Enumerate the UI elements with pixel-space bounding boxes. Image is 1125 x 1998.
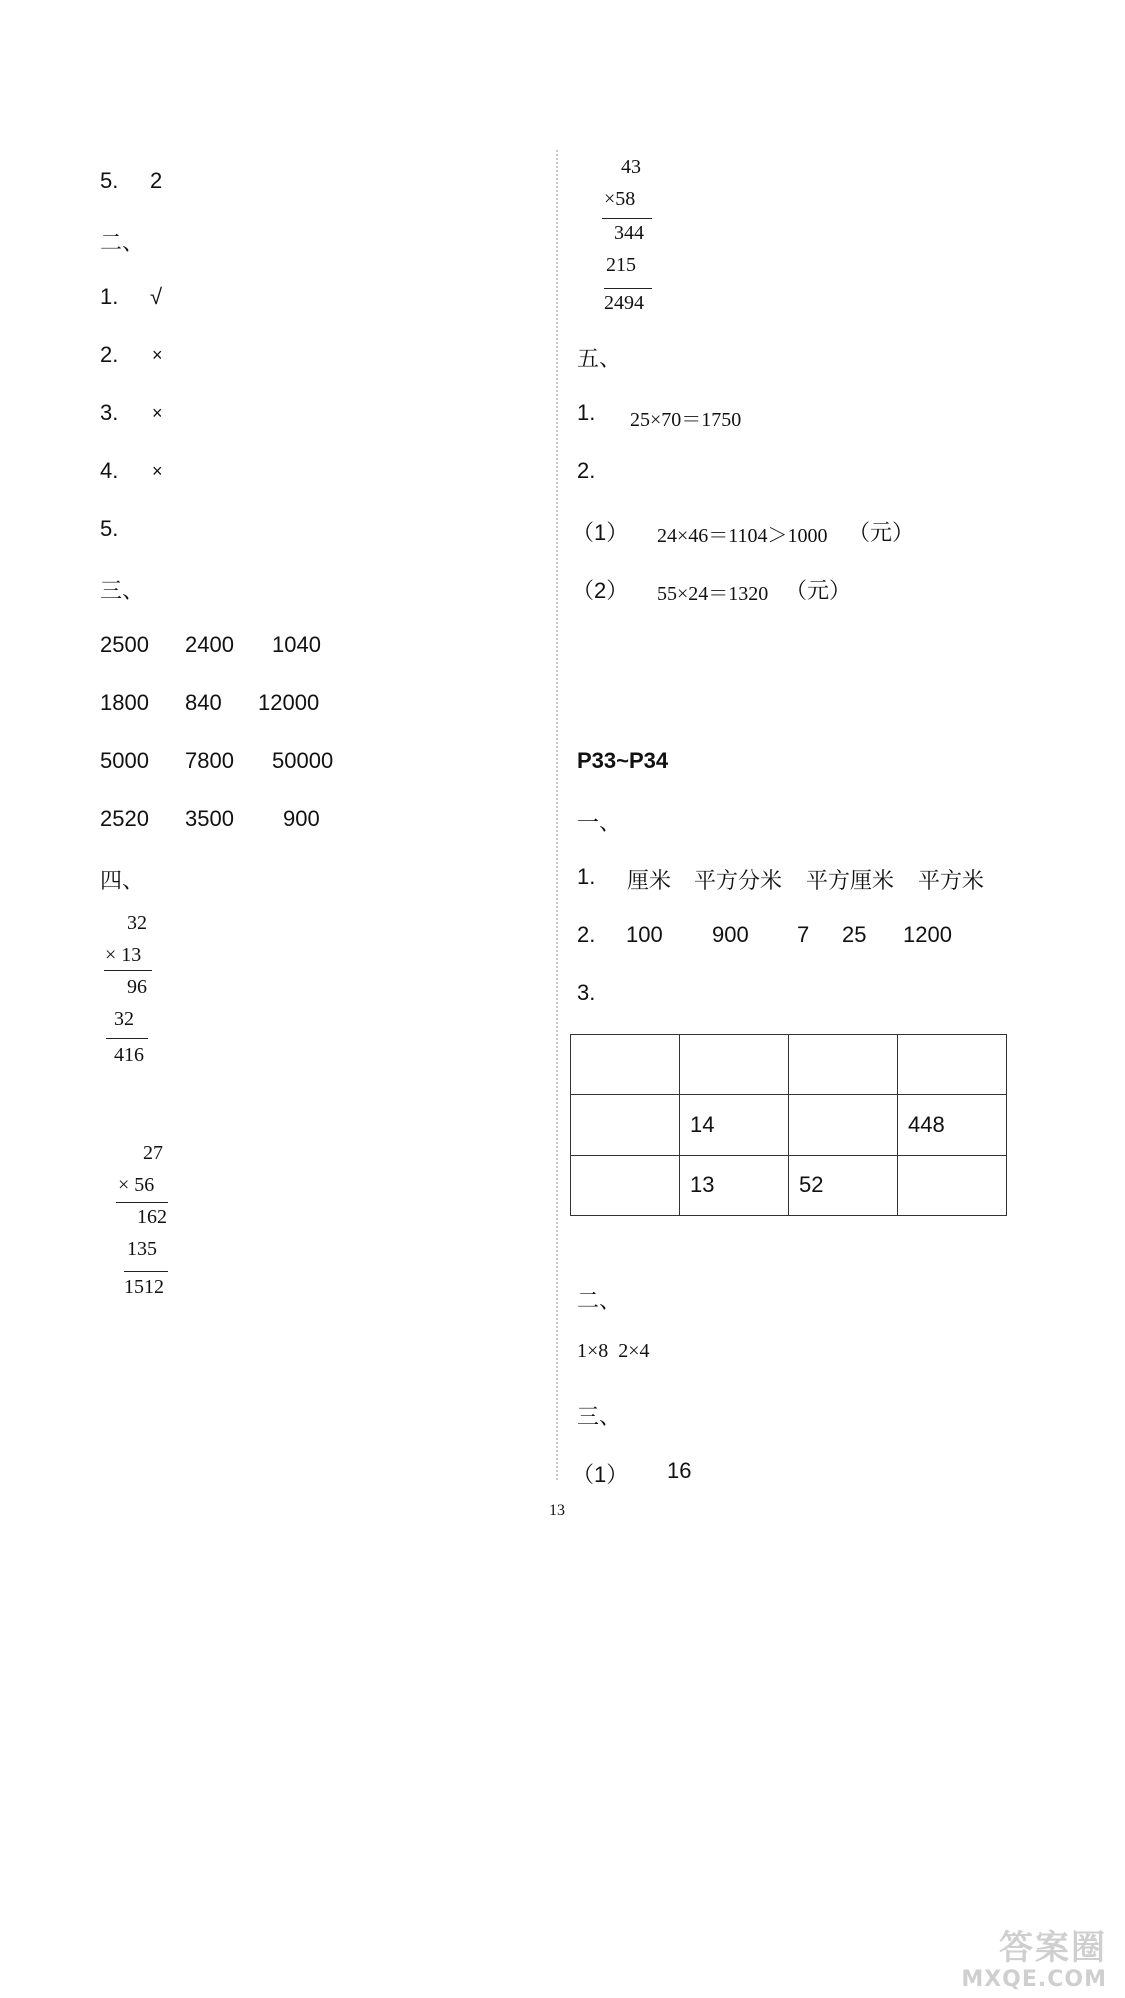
calc3-line-2 bbox=[604, 288, 652, 289]
calc3-result: 2494 bbox=[604, 292, 644, 314]
column-divider bbox=[556, 150, 558, 1480]
calc2-line-1 bbox=[116, 1202, 168, 1203]
q5-2-1-unit: （元） bbox=[848, 520, 915, 545]
calc1-partial-2: 32 bbox=[114, 1008, 134, 1030]
calc3-partial-1: 344 bbox=[614, 222, 644, 244]
sec3-r3-c1: 5000 bbox=[100, 748, 149, 773]
sec3-r2-c1: 1800 bbox=[100, 690, 149, 715]
table-cell bbox=[789, 1095, 898, 1155]
q1-1-answer-3: 平方厘米 bbox=[806, 868, 895, 893]
page-number: 13 bbox=[549, 1502, 565, 1519]
right-section-2-heading: 二、 bbox=[577, 1288, 622, 1313]
sec3-r4-c2: 3500 bbox=[185, 806, 234, 831]
q3-1-answer: 16 bbox=[667, 1458, 692, 1483]
q1-1-number: 1. bbox=[577, 864, 596, 889]
calc3-line-1 bbox=[602, 218, 652, 219]
answer-table bbox=[570, 1034, 1007, 1216]
right-sec2-expression: 1×8 2×4 bbox=[577, 1340, 650, 1362]
sec3-r1-c3: 1040 bbox=[272, 632, 321, 657]
calc1-multiplicand: 32 bbox=[127, 912, 147, 934]
table-cell: 14 bbox=[680, 1095, 789, 1155]
calc3-multiplier: ×58 bbox=[604, 188, 636, 210]
table-row bbox=[571, 1155, 1007, 1215]
q1-2-answer-5: 1200 bbox=[903, 922, 952, 947]
calc1-partial-1: 96 bbox=[127, 976, 147, 998]
sec3-r2-c2: 840 bbox=[185, 690, 222, 715]
q1-3-number: 3. bbox=[577, 980, 596, 1005]
table-cell bbox=[789, 1035, 898, 1095]
sec2-item-3-mark: × bbox=[152, 403, 163, 423]
sec2-item-5-number: 5. bbox=[100, 516, 119, 541]
q5-2-2-number: （2） bbox=[572, 578, 629, 603]
watermark-top-text: 答案圈 bbox=[999, 1928, 1107, 1968]
q3-1-number: （1） bbox=[572, 1462, 629, 1487]
section-5-heading: 五、 bbox=[577, 346, 622, 371]
calc2-multiplier: × 56 bbox=[118, 1174, 155, 1196]
q5-2-2-unit: （元） bbox=[785, 578, 852, 603]
calc1-line-1 bbox=[104, 970, 152, 971]
calc1-multiplier: × 13 bbox=[105, 944, 142, 966]
page-range-heading: P33~P34 bbox=[577, 748, 669, 773]
q1-5-answer: 2 bbox=[150, 168, 163, 193]
q1-2-answer-4: 25 bbox=[842, 922, 867, 947]
q1-2-number: 2. bbox=[577, 922, 596, 947]
sec3-r1-c2: 2400 bbox=[185, 632, 234, 657]
sec3-r4-c1: 2520 bbox=[100, 806, 149, 831]
calc2-line-2 bbox=[124, 1271, 168, 1272]
table-cell bbox=[898, 1155, 1007, 1215]
calc2-result: 1512 bbox=[124, 1276, 164, 1298]
q5-2-2-expression: 55×24＝1320 bbox=[657, 583, 769, 605]
sec3-r4-c3: 900 bbox=[283, 806, 320, 831]
table-cell: 448 bbox=[898, 1095, 1007, 1155]
watermark-bottom-text: MXQE.COM bbox=[961, 1967, 1107, 1992]
section-2-heading: 二、 bbox=[100, 230, 145, 255]
sec2-item-2-mark: × bbox=[152, 345, 163, 365]
calc2-partial-2: 135 bbox=[127, 1238, 157, 1260]
q1-1-answer-2: 平方分米 bbox=[694, 868, 783, 893]
calc1-result: 416 bbox=[114, 1044, 144, 1066]
q5-1-number: 1. bbox=[577, 400, 596, 425]
sec3-r3-c2: 7800 bbox=[185, 748, 234, 773]
sec2-item-1-mark: √ bbox=[150, 284, 163, 309]
table-row bbox=[571, 1095, 1007, 1155]
sec3-r1-c1: 2500 bbox=[100, 632, 149, 657]
table-cell bbox=[571, 1155, 680, 1215]
q5-2-1-expression: 24×46＝1104＞1000 bbox=[657, 525, 828, 547]
q5-2-number: 2. bbox=[577, 458, 596, 483]
table-cell bbox=[680, 1035, 789, 1095]
table-row bbox=[571, 1035, 1007, 1095]
q1-1-answer-1: 厘米 bbox=[627, 868, 672, 893]
section-3-heading: 三、 bbox=[100, 578, 145, 603]
calc3-multiplicand: 43 bbox=[621, 156, 641, 178]
q5-2-1-number: （1） bbox=[572, 520, 629, 545]
sec2-item-3-number: 3. bbox=[100, 400, 119, 425]
table-cell bbox=[571, 1035, 680, 1095]
q1-2-answer-2: 900 bbox=[712, 922, 749, 947]
calc1-line-2 bbox=[106, 1038, 148, 1039]
watermark-logo bbox=[917, 1920, 1107, 1992]
q1-2-answer-3: 7 bbox=[797, 922, 810, 947]
calc2-partial-1: 162 bbox=[137, 1206, 167, 1228]
sec2-item-2-number: 2. bbox=[100, 342, 119, 367]
sec2-item-1-number: 1. bbox=[100, 284, 119, 309]
q5-1-expression: 25×70＝1750 bbox=[630, 409, 742, 431]
sec2-item-4-mark: × bbox=[152, 461, 163, 481]
sec3-r2-c3: 12000 bbox=[258, 690, 320, 715]
q1-5-number: 5. bbox=[100, 168, 119, 193]
calc2-multiplicand: 27 bbox=[143, 1142, 163, 1164]
q1-1-answer-4: 平方米 bbox=[918, 868, 985, 893]
table-cell: 52 bbox=[789, 1155, 898, 1215]
table-cell bbox=[571, 1095, 680, 1155]
right-section-3-heading: 三、 bbox=[577, 1404, 622, 1429]
section-1-heading: 一、 bbox=[577, 810, 622, 835]
section-4-heading: 四、 bbox=[100, 868, 145, 893]
q1-2-answer-1: 100 bbox=[626, 922, 663, 947]
table-cell bbox=[898, 1035, 1007, 1095]
table-cell: 13 bbox=[680, 1155, 789, 1215]
sec2-item-4-number: 4. bbox=[100, 458, 119, 483]
calc3-partial-2: 215 bbox=[606, 254, 636, 276]
sec3-r3-c3: 50000 bbox=[272, 748, 334, 773]
